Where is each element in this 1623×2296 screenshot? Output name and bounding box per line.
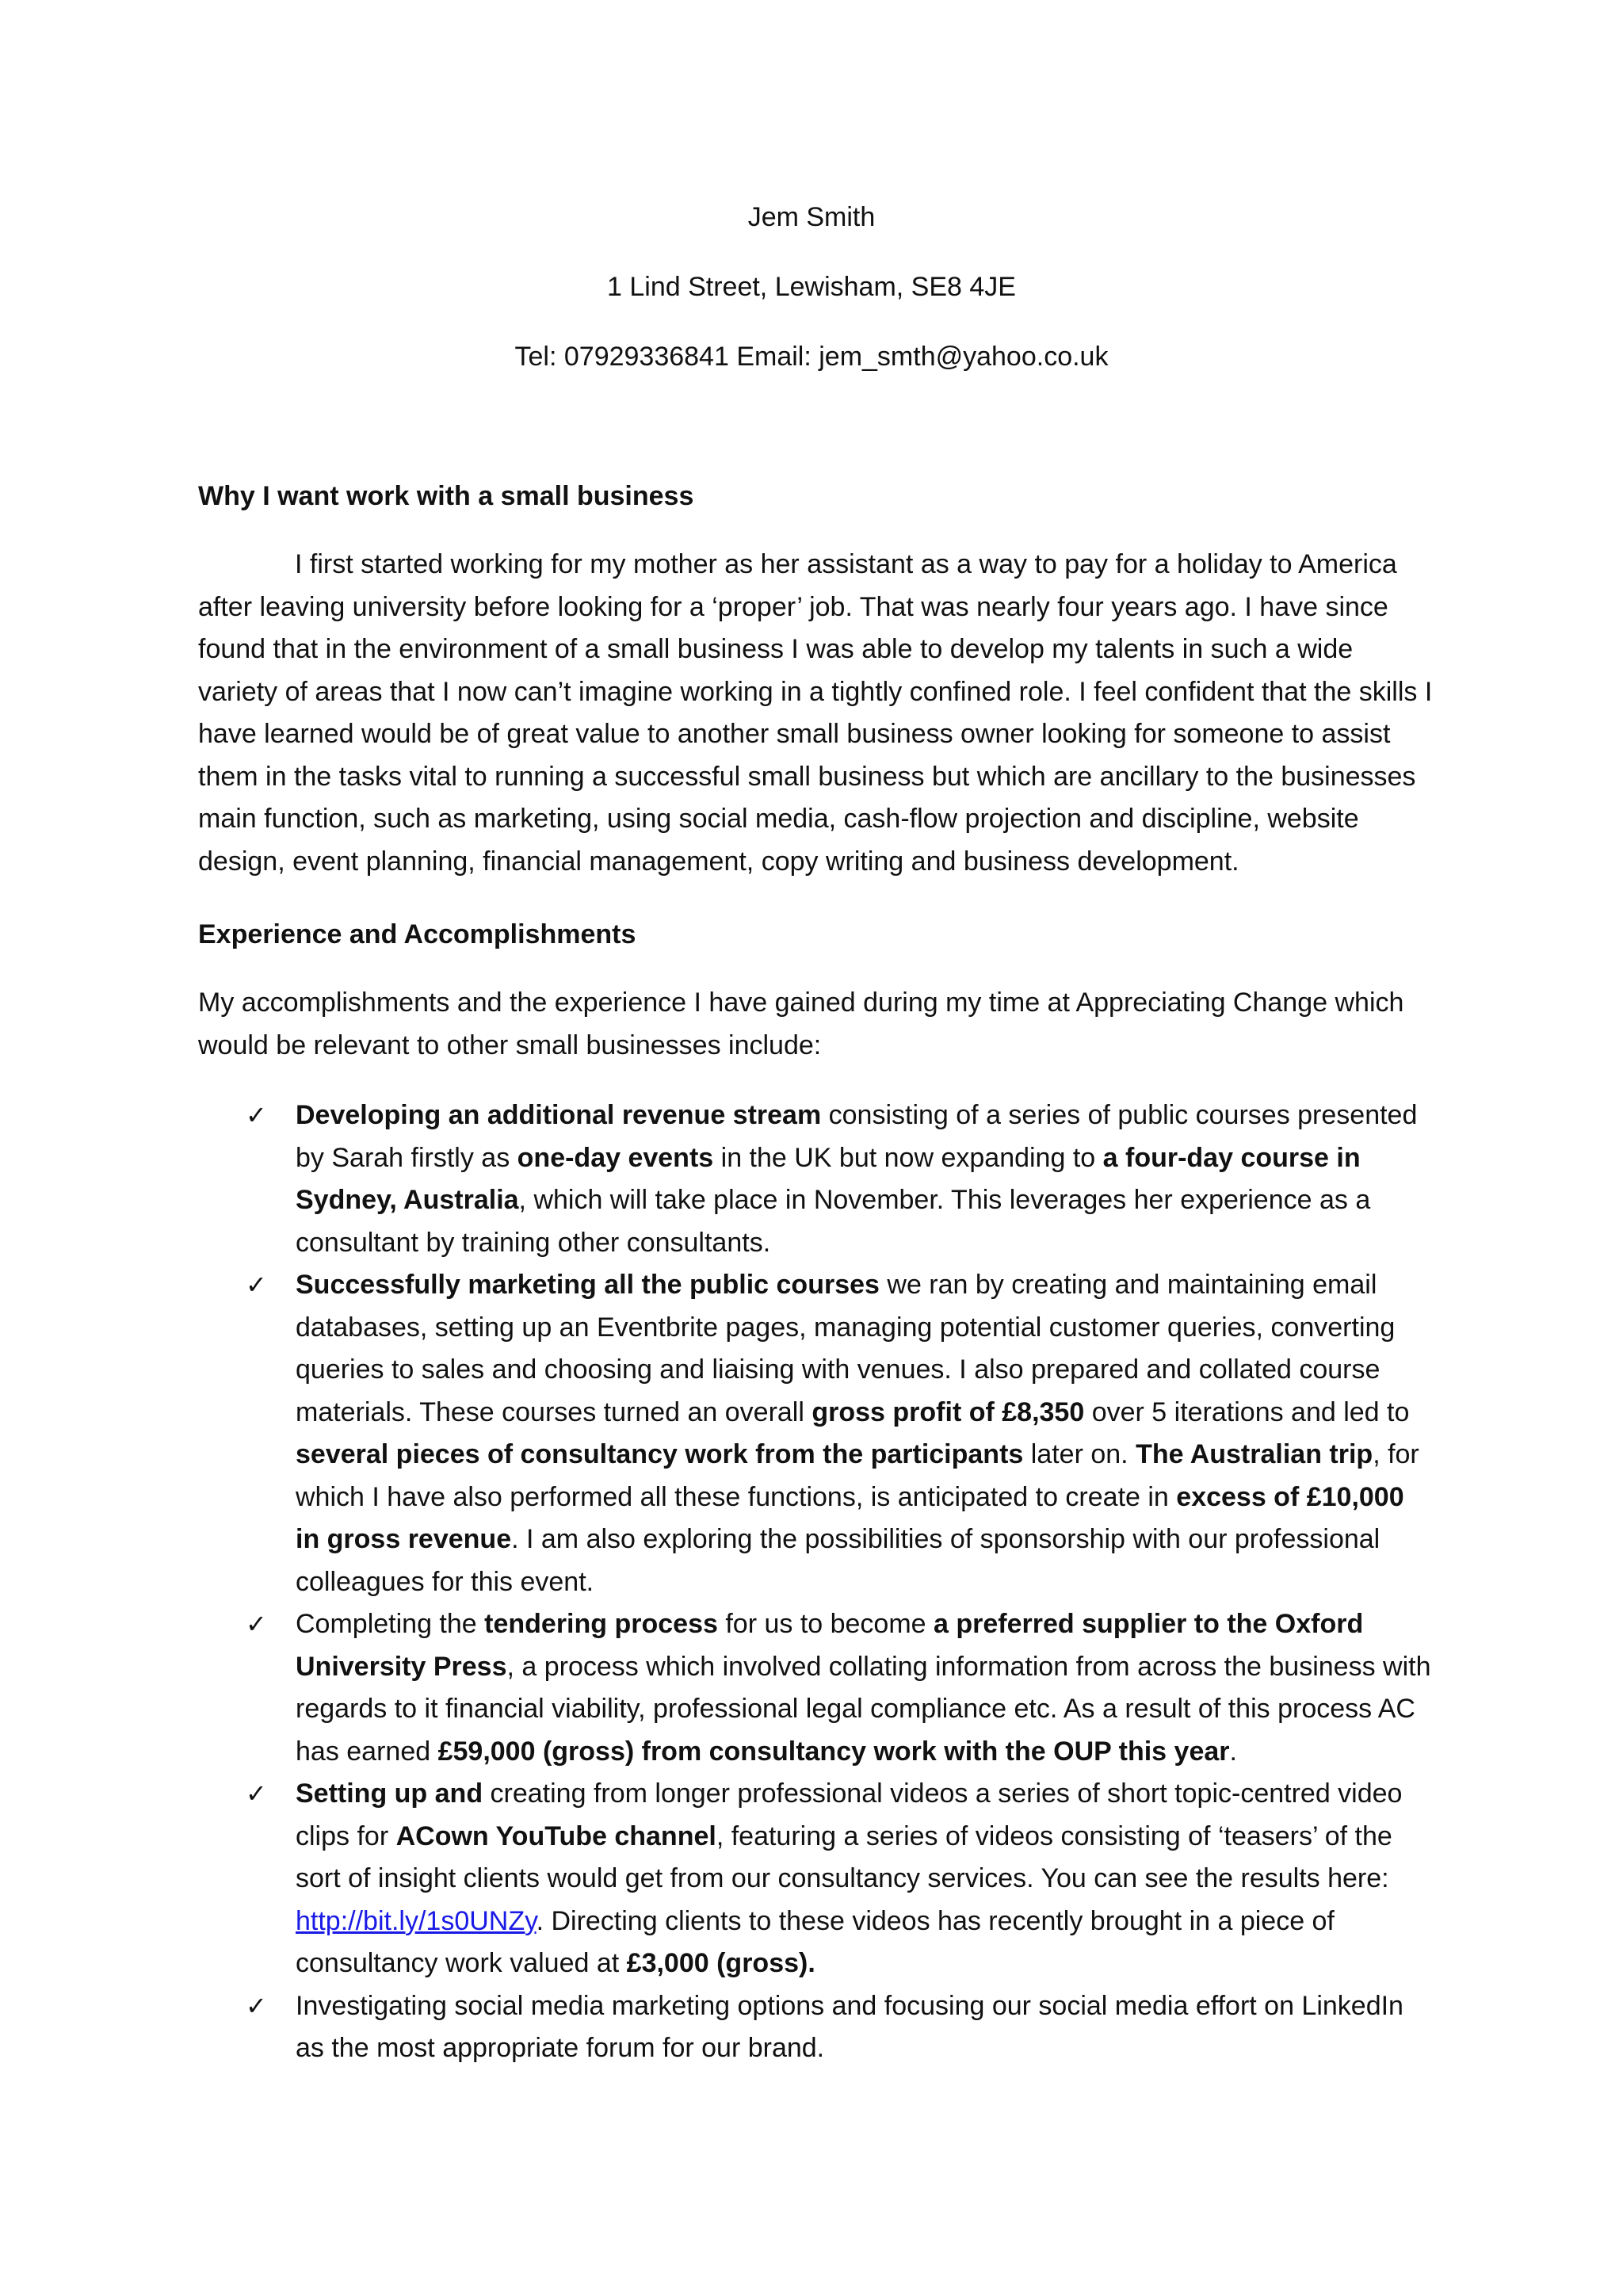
accomplishment-item — [246, 1773, 1434, 1985]
item-text: for us to become — [717, 1609, 934, 1639]
item-text: , which will take place in November. This leverages her experience as a consultant by training other consultants. — [296, 1185, 1371, 1258]
highlight-text: several pieces of consultancy work from the participants — [296, 1439, 1024, 1469]
checkmark-icon: ✓ — [246, 1609, 267, 1639]
experience-intro-paragraph: My accomplishments and the experience I have gained during my time at Appreciating Change which would be relevant to other small businesses include: — [198, 988, 1404, 1060]
checkmark-icon: ✓ — [246, 1990, 267, 2021]
applicant-address: 1 Lind Street, Lewisham, SE8 4JE — [607, 272, 1016, 302]
accomplishment-item — [246, 1603, 1434, 1773]
item-text: . — [1229, 1736, 1237, 1767]
highlight-text: ACown YouTube channel — [395, 1820, 716, 1851]
item-text: consisting of a series of public courses presented by Sarah firstly as — [296, 1100, 1418, 1173]
item-text: creating from longer professional videos a series of short topic-centred video clips for — [296, 1778, 1403, 1851]
applicant-contact: Tel: 07929336841 Email: jem_smth@yahoo.co.uk — [514, 342, 1109, 372]
item-text: Completing the — [296, 1609, 485, 1639]
item-text: later on. — [1023, 1439, 1136, 1469]
highlight-text: £3,000 (gross). — [626, 1948, 815, 1978]
checkmark-icon: ✓ — [246, 1100, 267, 1130]
accomplishment-item — [246, 1985, 1434, 2070]
item-text: over 5 iterations and led to — [1084, 1396, 1410, 1427]
contact-header — [0, 193, 1623, 403]
highlight-text: Successfully marketing all the public courses — [296, 1270, 880, 1300]
item-text: we ran by creating and maintaining email databases, setting up an Eventbrite pages, managing potential customer queries, converting queries to sales and choosing and liaising with venues. I also prepared and collated course materials. These courses turned an overall — [296, 1270, 1396, 1427]
highlight-text: Setting up and — [296, 1778, 483, 1809]
item-text: . I am also exploring the possibilities of sponsorship with our professional colleagues for this event. — [296, 1524, 1381, 1597]
highlight-text: excess of £10,000 in gross revenue — [296, 1481, 1404, 1554]
checkmark-icon: ✓ — [246, 1778, 267, 1809]
accomplishments-list — [198, 1095, 1434, 2070]
highlight-text: one-day events — [517, 1142, 714, 1173]
why-small-business-paragraph: I first started working for my mother as her assistant as a way to pay for a holiday to America after leaving university before looking for a ‘proper’ job. That was nearly four years ago. I have since found that in the environment of a small business I was able to develop my talents in such a wide variety of areas that I now can’t imagine working in a tightly confined role. I feel confident that the skills I have learned would be of great value to another small business owner looking for someone to assist them in the tasks vital to running a successful small business but which are ancillary to the businesses main function, such as marketing, using social media, cash-flow projection and discipline, website design, event planning, financial management, copy writing and business development. — [198, 549, 1433, 877]
highlight-text: a preferred supplier to the Oxford University Press — [296, 1609, 1364, 1682]
section-heading-experience: Experience and Accomplishments — [198, 919, 636, 949]
item-text: in the UK but now expanding to — [713, 1142, 1103, 1173]
highlight-text: Developing an additional revenue stream — [296, 1100, 822, 1130]
document-body — [198, 472, 1434, 2070]
checkmark-icon: ✓ — [246, 1270, 267, 1300]
applicant-name: Jem Smith — [747, 202, 876, 232]
highlight-text: The Australian trip — [1136, 1439, 1373, 1469]
item-text: Investigating social media marketing options and focusing our social media effort on LinkedIn as the most appropriate forum for our brand. — [296, 1990, 1403, 2063]
highlight-text: gross profit of £8,350 — [812, 1396, 1085, 1427]
highlight-text: £59,000 (gross) from consultancy work with the OUP this year — [437, 1736, 1230, 1767]
item-text: , featuring a series of videos consisting of ‘teasers’ of the sort of insight clients would get from our consultancy services. You can see the results here: — [296, 1820, 1392, 1893]
item-text: , a process which involved collating information from across the business with regards to it financial viability, professional legal compliance etc. As a result of this process AC has earned — [296, 1651, 1431, 1767]
highlight-text: a four-day course in Sydney, Australia — [296, 1142, 1361, 1215]
item-text: . Directing clients to these videos has recently brought in a piece of consultancy work valued at — [296, 1905, 1335, 1978]
highlight-text: tendering process — [484, 1609, 718, 1639]
youtube-link[interactable]: http://bit.ly/1s0UNZy — [296, 1905, 537, 1936]
section-heading-why-small-business: Why I want work with a small business — [198, 481, 694, 511]
item-text: , for which I have also performed all these functions, is anticipated to create in — [296, 1439, 1419, 1512]
accomplishment-item — [246, 1264, 1434, 1603]
accomplishment-item — [246, 1095, 1434, 1264]
